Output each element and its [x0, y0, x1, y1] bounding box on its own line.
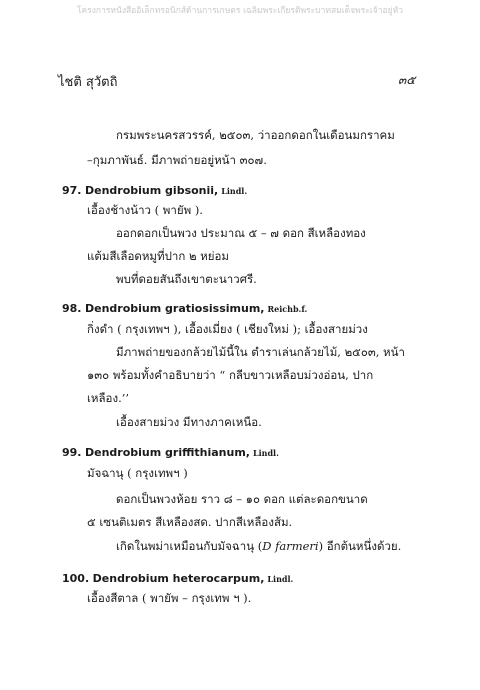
description-line: ๕ เซนติเมตร สีเหลืองสด. ปากสีเหลืองส้ม. [87, 515, 293, 529]
watermark: โครงการหนังสืออิเล็กทรอนิกส์ด้านการเกษตร เฉลิมพระเกียรติพระบาทสมเด็จพระเจ้าอยู่หัว [76, 6, 404, 16]
entry-title-98 [62, 302, 307, 315]
common-name: กิ่งดำ ( กรุงเทพฯ ), เอื้องเมี่ยง ( เชียงใหม่ ); เอื้องสายม่วง [87, 322, 368, 336]
page-number: ๓๕ [398, 73, 416, 87]
common-name: มัจฉานุ ( กรุงเทพฯ ) [87, 466, 188, 480]
common-name: เอื้องช้างน้าว ( พายัพ ). [87, 203, 203, 217]
description-line [116, 538, 401, 556]
author-abbrev: Reichb.f. [267, 304, 308, 314]
entry-number: 98. [62, 302, 82, 315]
description-line: ออกดอกเป็นพวง ประมาณ ๕ – ๗ ดอก สีเหลืองทอง [116, 226, 366, 240]
entry-title-100 [62, 572, 293, 585]
description-line: แต้มสีเลือดหมูที่ปาก ๒ หย่อม [87, 249, 229, 263]
description-line: เอื้องสายม่วง มีทางภาคเหนือ. [116, 415, 262, 429]
common-name: เอื้องสีตาล ( พายัพ – กรุงเทพ ฯ ). [87, 591, 252, 605]
author-abbrev: Lindl. [267, 574, 294, 584]
entry-title-99 [62, 446, 279, 459]
running-header: ไชติ สุวัตถิ [58, 75, 118, 90]
scientific-name: Dendrobium gratiosissimum, [85, 302, 265, 315]
entry-number: 97. [62, 184, 82, 197]
farmeri-text: ) อีกต้นหนึ่งด้วย. [318, 539, 402, 553]
scientific-name: Dendrobium gibsonii, [85, 184, 219, 197]
intro-line: กรมพระนครสวรรค์, ๒๕๐๓, ว่าออกดอกในเดือนมกราคม [116, 128, 395, 142]
farmeri-species: D farmeri [262, 539, 319, 553]
description-line: พบที่ดอยสันถึงเขาตะนาวศรี. [116, 272, 257, 286]
entry-number: 99. [62, 446, 82, 459]
scientific-name: Dendrobium griffithianum, [85, 446, 250, 459]
author-abbrev: Lindl. [221, 186, 248, 196]
author-abbrev: Lindl. [252, 448, 279, 458]
description-line: มีภาพถ่ายของกล้วยไม้นี้ใน ตำราเล่นกล้วยไม้, ๒๕๐๓, หน้า [116, 345, 405, 359]
entry-title-97 [62, 184, 247, 197]
intro-line: –กุมภาพันธ์. มีภาพถ่ายอยู่หน้า ๓๐๗. [87, 153, 267, 167]
farmeri-text: เกิดในพม่าเหมือนกับมัจฉานุ ( [116, 539, 263, 553]
scientific-name: Dendrobium heterocarpum, [92, 572, 265, 585]
description-line: เหลือง.’’ [87, 391, 130, 405]
entry-number: 100. [62, 572, 90, 585]
description-line: ๑๓๐ พร้อมทั้งคำอธิบายว่า “ กลีบขาวเหลือบม่วงอ่อน, ปาก [87, 368, 374, 382]
description-line: ดอกเป็นพวงห้อย ราว ๘ – ๑๐ ดอก แต่ละดอกขนาด [116, 492, 368, 506]
